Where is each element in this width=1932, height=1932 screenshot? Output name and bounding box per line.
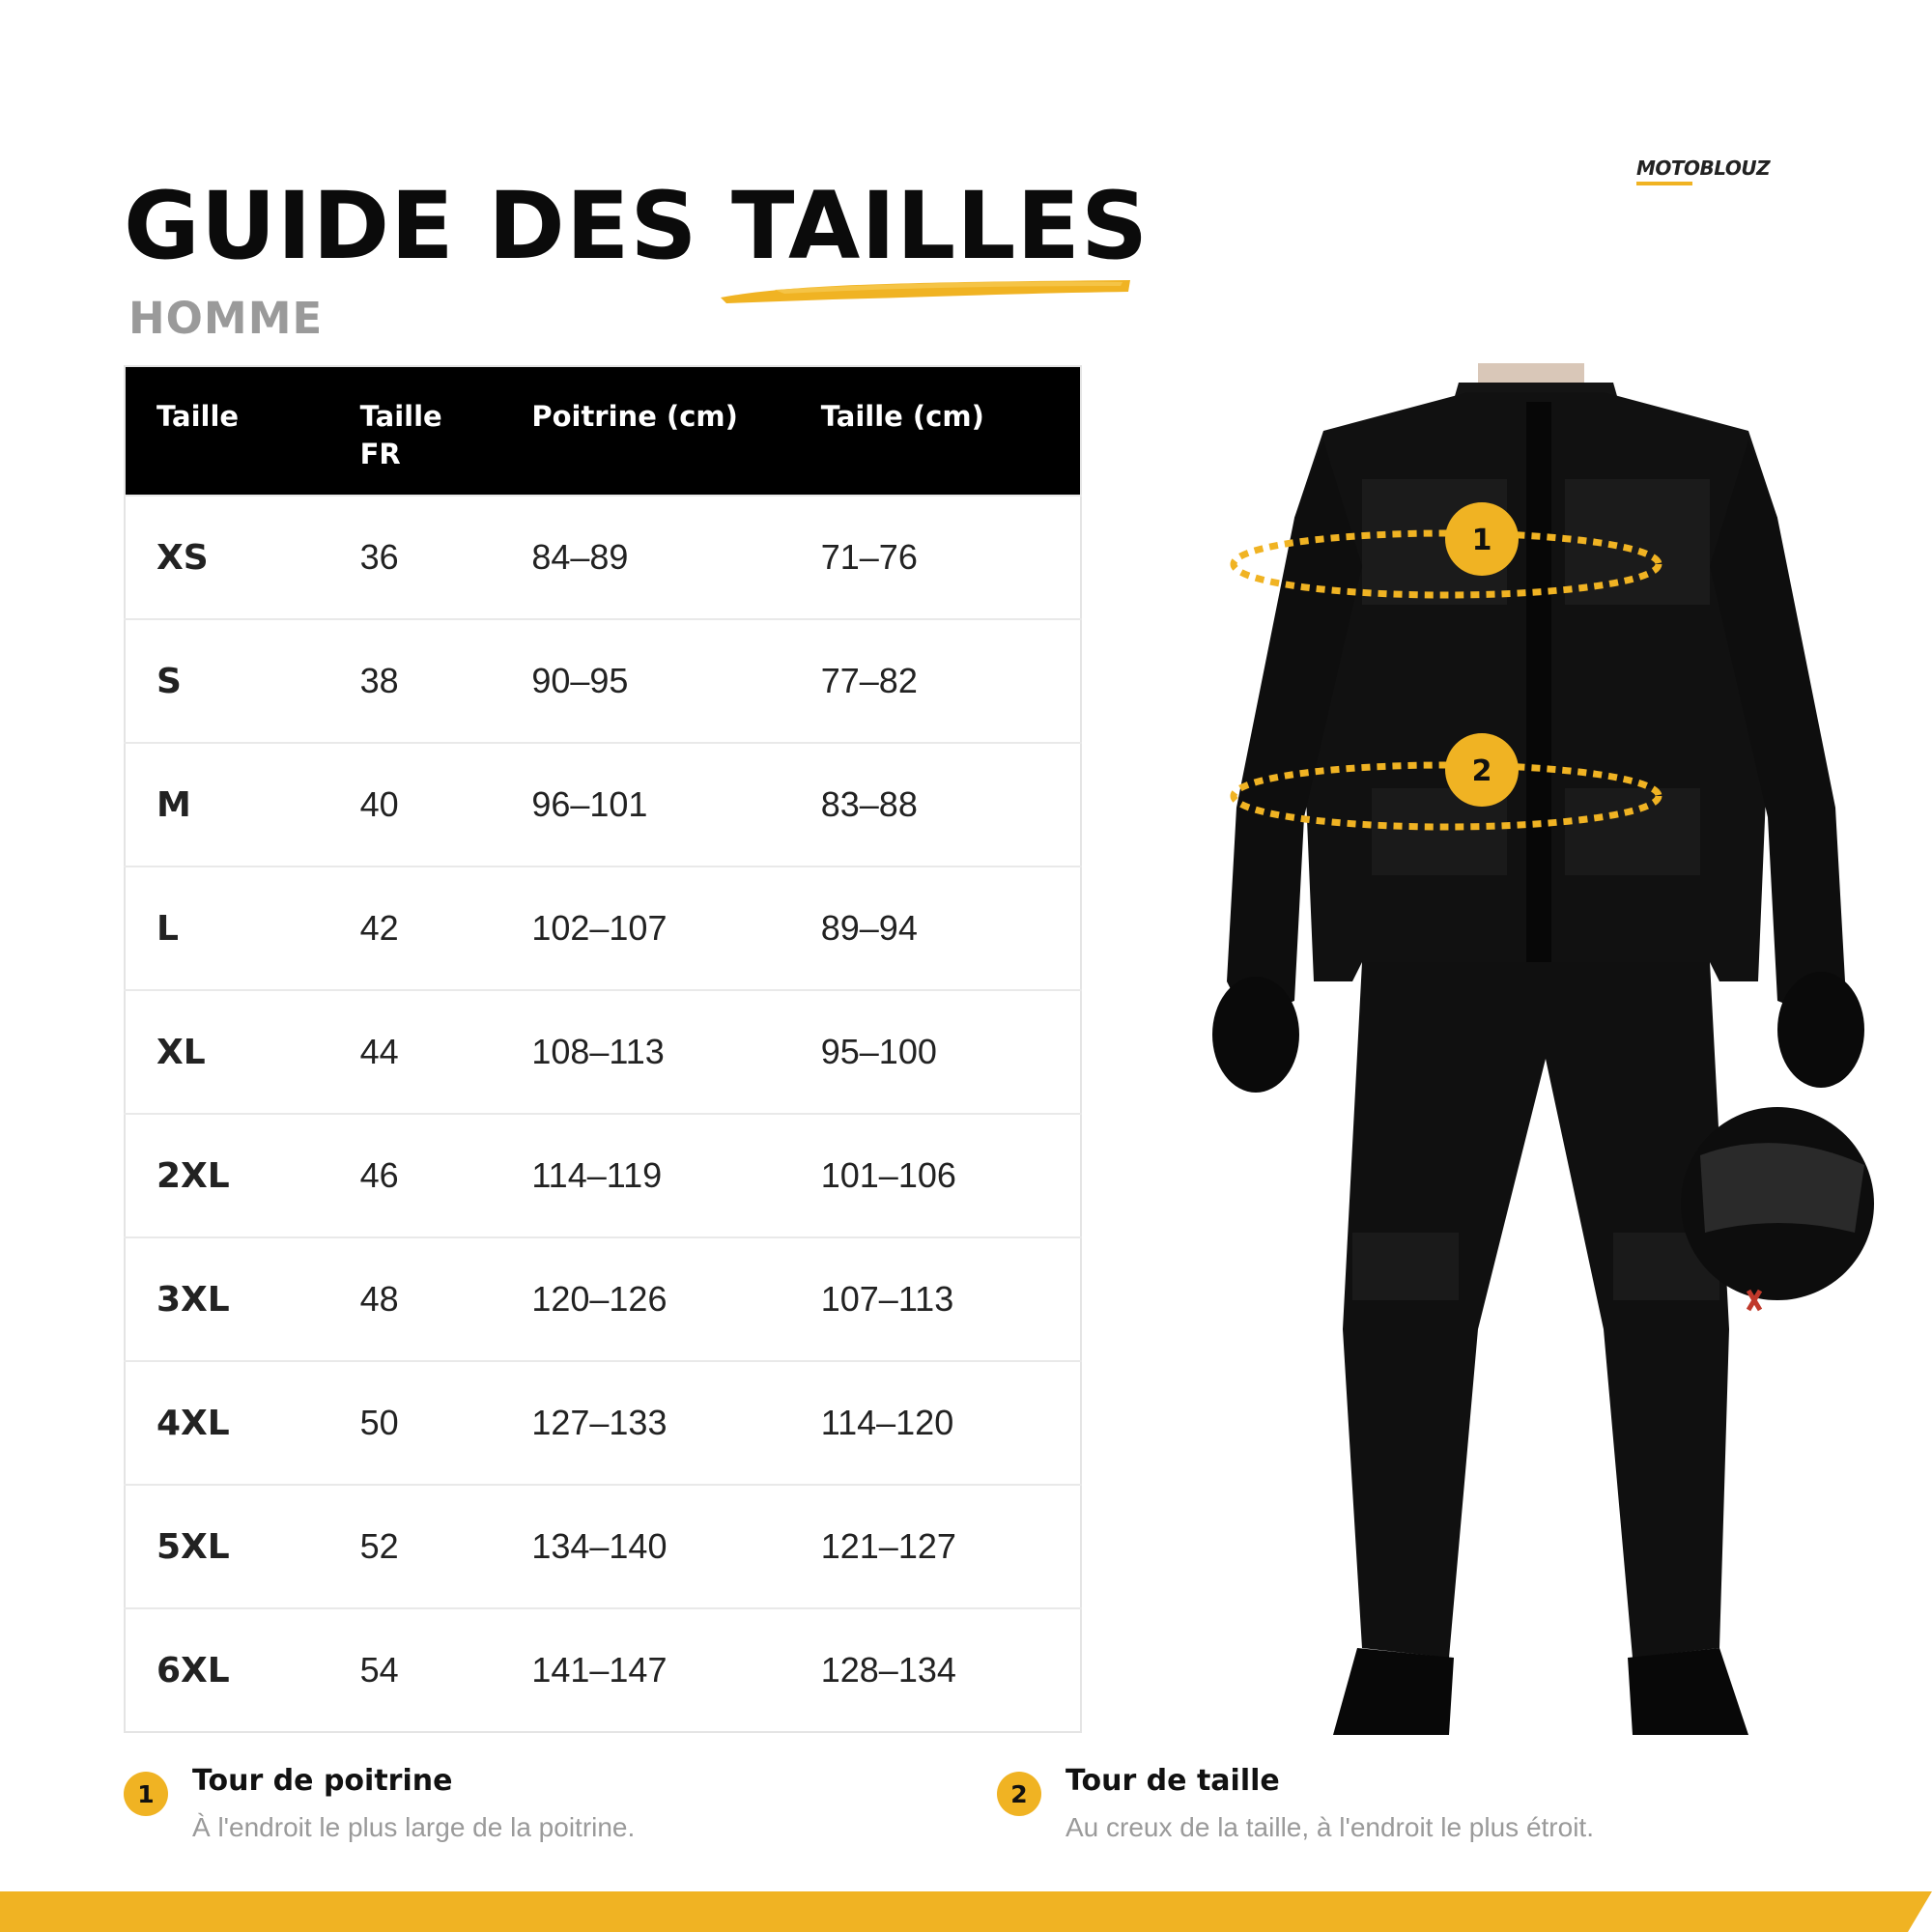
cell-chest: 127–133 [531, 1403, 668, 1442]
cell-chest: 102–107 [531, 908, 668, 948]
cell-size: 4XL [156, 1403, 230, 1443]
brand-logo-text: MOTOBLOUZ [1636, 156, 1771, 180]
table-row [125, 990, 1081, 1114]
cell-waist: 121–127 [820, 1526, 956, 1566]
column-header: Taille (cm) [820, 400, 984, 433]
marker-1-label: 1 [1471, 524, 1492, 557]
cell-size-fr: 40 [359, 784, 399, 824]
cell-size: XS [156, 537, 209, 578]
cell-size: XL [156, 1032, 206, 1072]
cell-size: 3XL [156, 1279, 230, 1320]
cell-size: M [156, 784, 191, 825]
cell-waist: 77–82 [820, 661, 918, 700]
table-row [125, 496, 1081, 619]
cell-chest: 84–89 [531, 537, 629, 577]
column-header: Taille FR [359, 400, 442, 471]
legend-waist-badge: 2 [997, 1772, 1041, 1816]
cell-chest: 90–95 [531, 661, 629, 700]
cell-size: S [156, 661, 182, 701]
table-row [125, 1237, 1081, 1361]
table-row [125, 867, 1081, 990]
legend-chest [124, 1764, 800, 1851]
table-row [125, 743, 1081, 867]
cell-chest: 96–101 [531, 784, 648, 824]
cell-waist: 114–120 [820, 1403, 954, 1442]
cell-waist: 83–88 [820, 784, 918, 824]
cell-chest: 120–126 [531, 1279, 668, 1319]
cell-size-fr: 38 [359, 661, 399, 700]
legend-waist-description: Au creux de la taille, à l'endroit le plus étroit. [1065, 1812, 1594, 1842]
cell-chest: 141–147 [531, 1650, 668, 1690]
column-header: Poitrine (cm) [531, 400, 738, 433]
table-row [125, 1361, 1081, 1485]
cell-size: L [156, 908, 179, 949]
cell-size-fr: 36 [359, 537, 399, 577]
cell-size: 5XL [156, 1526, 230, 1567]
legend-waist [997, 1764, 1731, 1851]
table-row [125, 619, 1081, 743]
cell-size-fr: 46 [359, 1155, 399, 1195]
cell-chest: 114–119 [531, 1155, 663, 1195]
footer-accent-band [0, 1891, 1932, 1932]
table-row [125, 1608, 1081, 1732]
legend-chest-badge: 1 [124, 1772, 168, 1816]
cell-chest: 108–113 [531, 1032, 665, 1071]
cell-size-fr: 48 [359, 1279, 399, 1319]
size-table [124, 365, 1082, 1733]
cell-chest: 134–140 [531, 1526, 668, 1566]
cell-waist: 128–134 [820, 1650, 956, 1690]
page-subtitle: HOMME [128, 293, 324, 344]
legend-chest-description: À l'endroit le plus large de la poitrine. [192, 1812, 636, 1842]
page-title: GUIDE DES TAILLES [124, 172, 1150, 280]
cell-waist: 107–113 [820, 1279, 954, 1319]
cell-size-fr: 52 [359, 1526, 399, 1566]
column-header: Taille [156, 400, 240, 433]
rider-photo [1179, 363, 1893, 1745]
cell-waist: 95–100 [820, 1032, 937, 1071]
cell-size: 2XL [156, 1155, 230, 1196]
cell-size-fr: 42 [359, 908, 399, 948]
title-underline-brush [717, 274, 1134, 307]
brand-logo-bar [1636, 182, 1692, 185]
cell-waist: 101–106 [820, 1155, 956, 1195]
cell-waist: 89–94 [820, 908, 918, 948]
legend-waist-title: Tour de taille [1065, 1764, 1280, 1798]
cell-size-fr: 44 [359, 1032, 399, 1071]
size-table-header [125, 366, 1081, 496]
table-row [125, 1485, 1081, 1608]
brand-logo [1636, 156, 1772, 195]
cell-size-fr: 50 [359, 1403, 399, 1442]
cell-size-fr: 54 [359, 1650, 399, 1690]
cell-size: 6XL [156, 1650, 230, 1690]
table-row [125, 1114, 1081, 1237]
cell-waist: 71–76 [820, 537, 918, 577]
legend-chest-title: Tour de poitrine [192, 1764, 453, 1798]
marker-2-label: 2 [1471, 754, 1492, 788]
